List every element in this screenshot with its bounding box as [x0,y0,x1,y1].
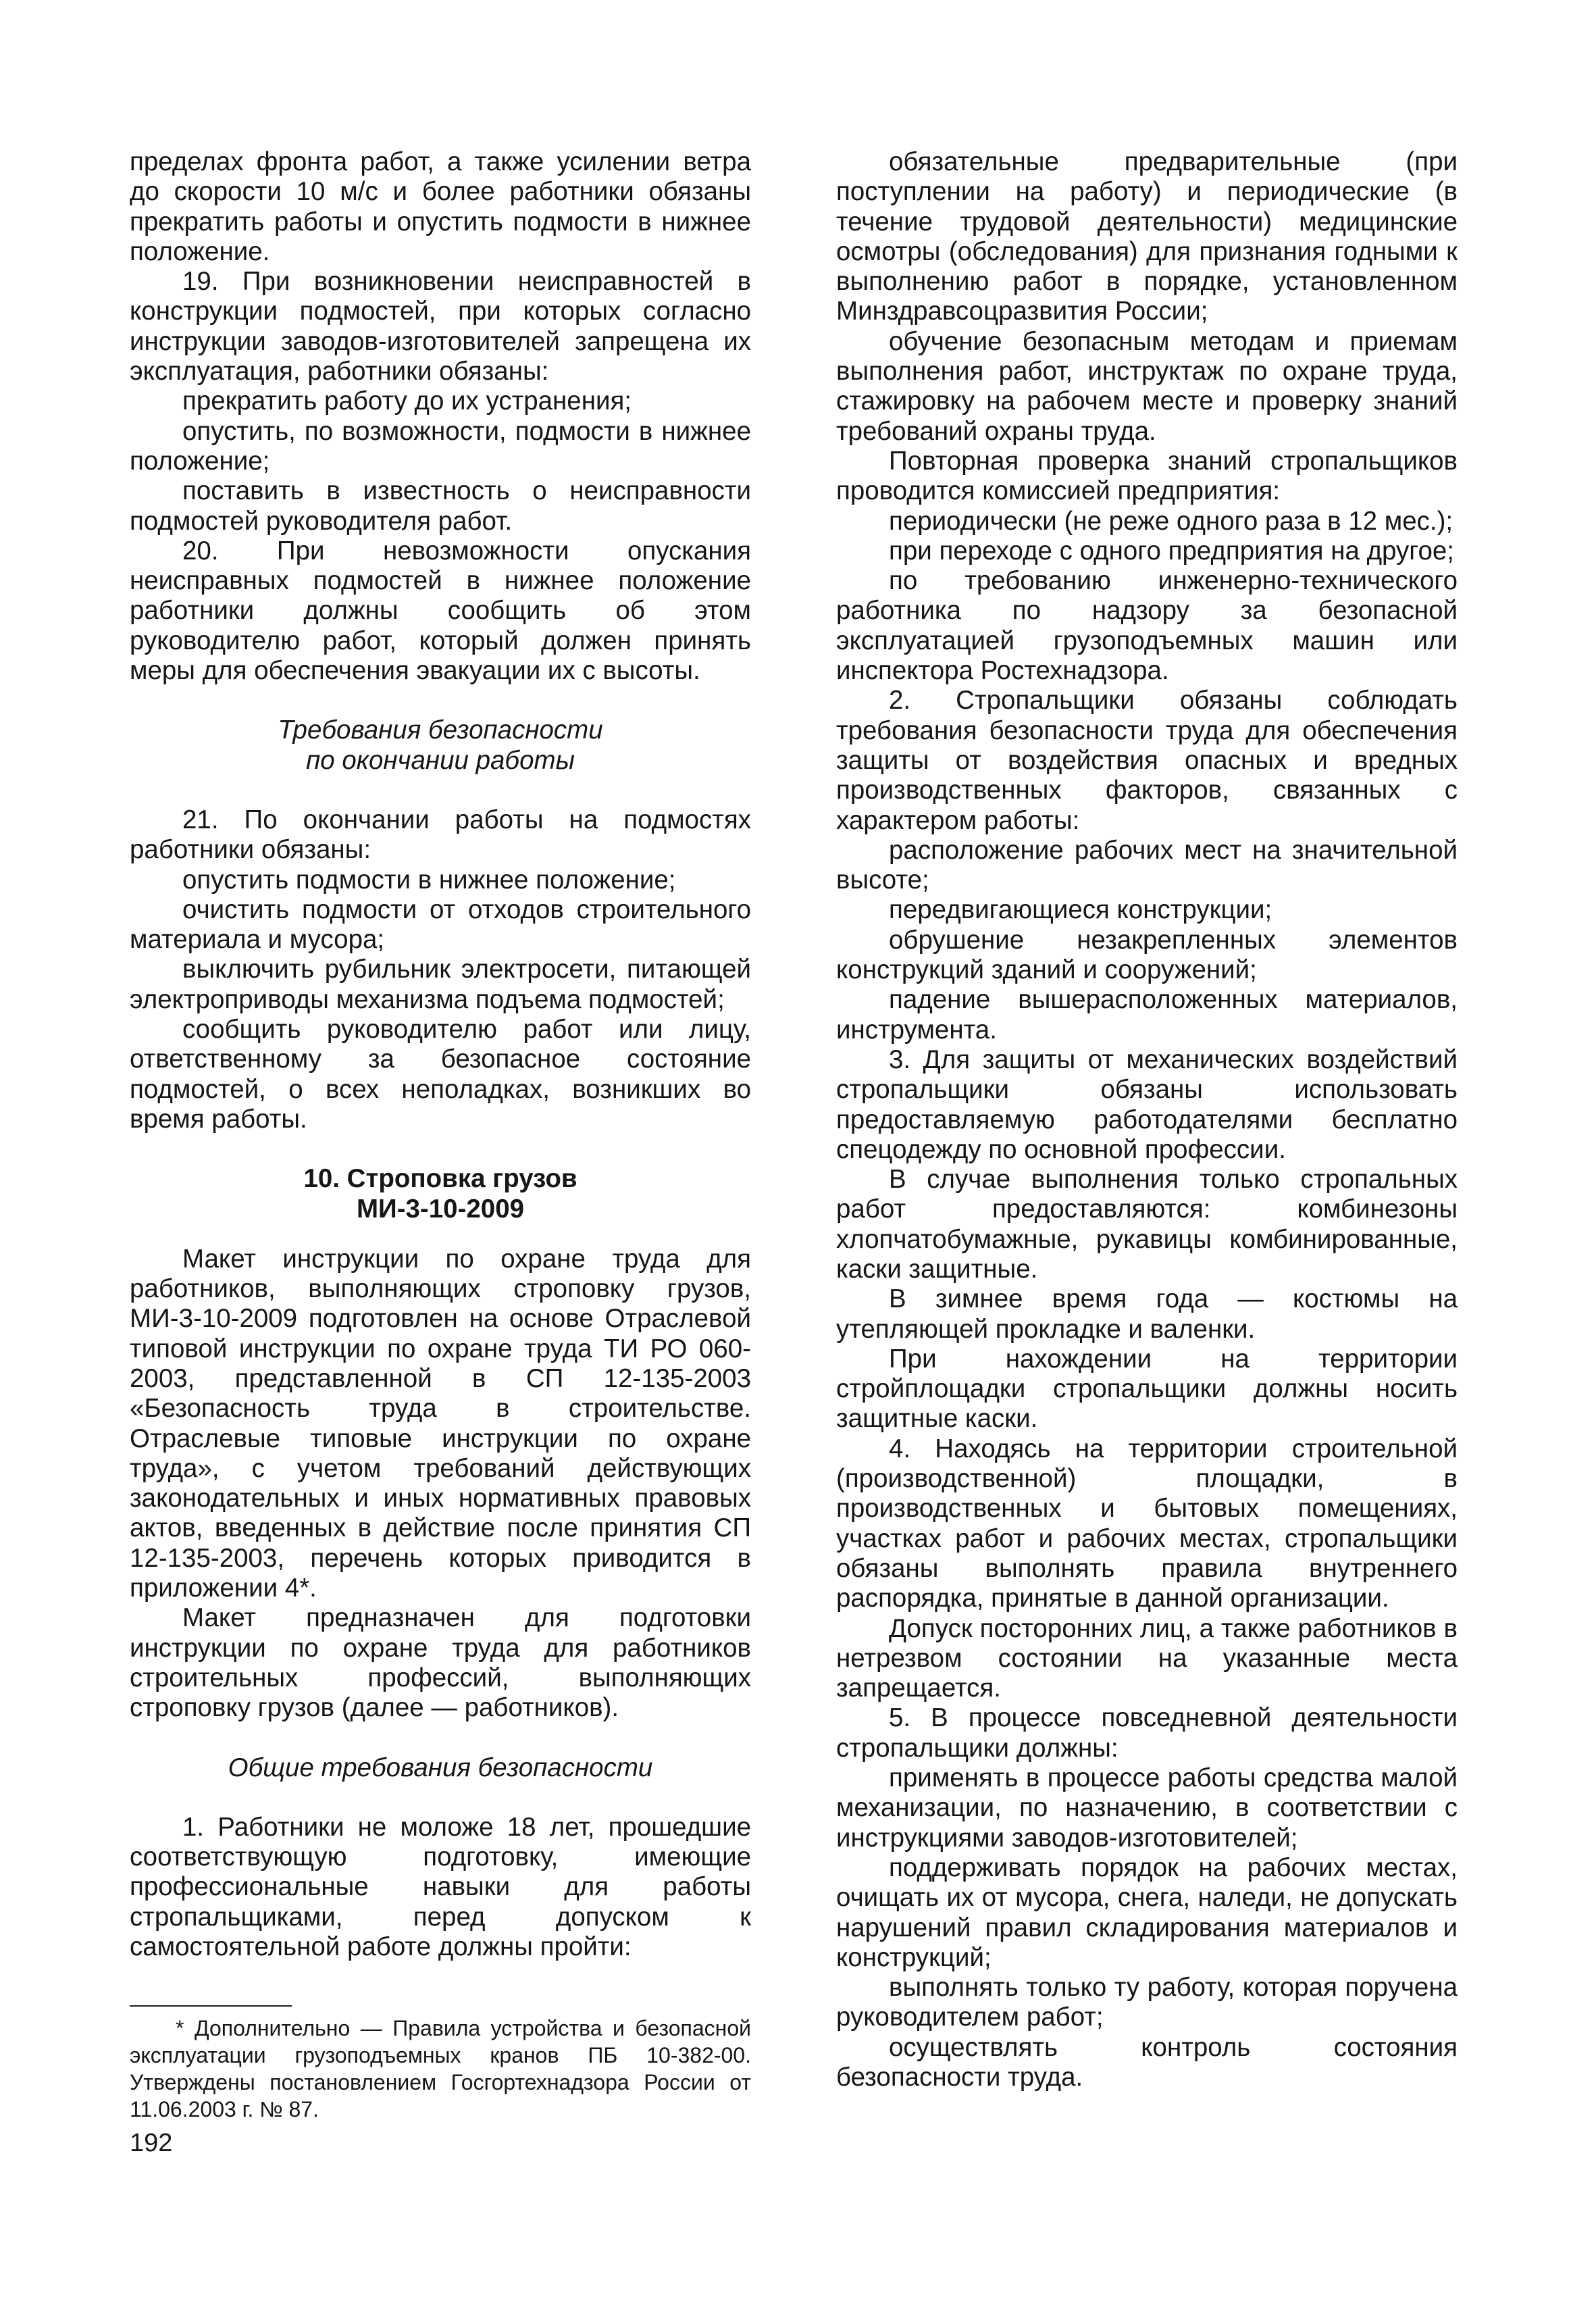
list-item: поддерживать порядок на рабочих местах, очищать их от мусора, снега, наледи, не допускать нарушений правил складирования материалов и конструкций; [836,1853,1458,1972]
paragraph: При нахождении на территории стройплощадки стропальщики должны носить защитные каски. [836,1344,1458,1434]
paragraph: Макет инструкции по охране труда для работников, выполняющих строповку грузов, МИ-3-10-2009 подготовлен на основе Отраслевой типовой инструкции по охране труда ТИ РО 060-2003, представленной в СП 12-135-2003 «Безопасность труда в строительстве. Отраслевые типовые инструкции по охране труда», с учетом требований действующих законодательных и иных нормативных правовых актов, введенных в действие после принятия СП 12-135-2003, перечень которых приводится в приложении 4*. [130,1244,751,1603]
chapter-title [130,1134,751,1244]
paragraph-item-20: 20. При невозможности опускания неисправных подмостей в нижнее положение работники должны сообщить об этом руководителю работ, который должен принять меры для обеспечения эвакуации их с высоты. [130,536,751,686]
list-item: осуществлять контроль состояния безопасности труда. [836,2032,1458,2092]
list-item: поставить в известность о неисправности подмостей руководителя работ. [130,476,751,536]
chapter-title-line: МИ-3-10-2009 [356,1194,525,1224]
paragraph: Макет предназначен для подготовки инструкции по охране труда для работников строительных профессий, выполняющих строповку грузов (далее — работников). [130,1603,751,1723]
list-item: опустить подмости в нижнее положение; [182,865,676,895]
paragraph-item-19: 19. При возникновении неисправностей в конструкции подмостей, при которых согласно инструкции заводов-изготовителей запрещена их эксплуатация, работники обязаны: [130,267,751,386]
paragraph-item-1: 1. Работники не моложе 18 лет, прошедшие соответствующую подготовку, имеющие профессиональные навыки для работы стропальщиками, перед допуском к самостоятельной работе должны пройти: [130,1812,751,1962]
right-column [836,147,1458,2092]
paragraph-item-21: 21. По окончании работы на подмостях работники обязаны: [130,805,751,865]
section-title-line: Общие требования безопасности [228,1753,653,1782]
section-title-line: по окончании работы [306,745,575,775]
section-title-general [130,1724,751,1813]
section-title-line: Требования безопасности [278,715,603,745]
section-title-end-of-work [130,686,751,805]
list-item: выключить рубильник электросети, питающей электроприводы механизма подъема подмостей; [130,955,751,1014]
footnote: * Дополнительно — Правила устройства и безопасной эксплуатации грузоподъемных кранов ПБ 10-382-00. Утверждены постановлением Госгортехнадзора России от 11.06.2003 г. № 87. [130,2016,751,2121]
list-item: обрушение незакрепленных элементов конструкций зданий и сооружений; [836,925,1458,985]
list-item: очистить подмости от отходов строительного материала и мусора; [130,895,751,955]
list-item: передвигающиеся конструкции; [889,895,1272,925]
list-item: выполнять только ту работу, которая поручена руководителем работ; [836,1973,1458,2032]
list-item: падение вышерасположенных материалов, инструмента. [836,985,1458,1045]
list-item: обязательные предварительные (при поступлении на работу) и периодические (в течение трудовой деятельности) медицинские осмотры (обследования) для признания годными к выполнению работ в порядке, установленном Минздравсоцразвития России; [836,147,1458,326]
list-item: прекратить работу до их устранения; [182,386,632,416]
list-item: обучение безопасным методам и приемам выполнения работ, инструктаж по охране труда, стажировку на рабочем месте и проверку знаний требований охраны труда. [836,326,1458,446]
paragraph-item-4: 4. Находясь на территории строительной (производственной) площадки, в производственных и бытовых помещениях, участках работ и рабочих местах, стропальщики обязаны выполнять правила внутреннего распорядка, принятые в данной организации. [836,1434,1458,1613]
list-item: периодически (не реже одного раза в 12 мес.); [889,506,1453,536]
list-item: при переходе с одного предприятия на другое; [889,536,1454,565]
paragraph-item-5: 5. В процессе повседневной деятельности стропальщики должны: [836,1703,1458,1763]
paragraph: пределах фронта работ, а также усилении ветра до скорости 10 м/с и более работники обязаны прекратить работы и опустить подмости в нижнее положение. [130,147,751,266]
paragraph-item-3: 3. Для защиты от механических воздействий стропальщики обязаны использовать предоставляемую работодателями бесплатно спецодежду по основной профессии. [836,1045,1458,1164]
list-item: по требованию инженерно-технического работника по надзору за безопасной эксплуатацией грузоподъемных машин или инспектора Ростехнадзора. [836,566,1458,686]
list-item: расположение рабочих мест на значительной высоте; [836,835,1458,895]
list-item: опустить, по возможности, подмости в нижнее положение; [130,416,751,476]
paragraph: В зимнее время года — костюмы на утепляющей прокладке и валенки. [836,1284,1458,1344]
paragraph-item-2: 2. Стропальщики обязаны соблюдать требования безопасности труда для обеспечения защиты от воздействия опасных и вредных производственных факторов, связанных с характером работы: [836,686,1458,835]
footnote-divider [130,2005,292,2007]
chapter-title-line: 10. Строповка грузов [303,1164,577,1194]
page-number: 192 [130,2129,173,2157]
paragraph: Допуск посторонних лиц, а также работников в нетрезвом состоянии на указанные места запрещается. [836,1613,1458,1703]
list-item: сообщить руководителю работ или лицу, ответственному за безопасное состояние подмостей, о всех неполадках, возникших во время работы. [130,1015,751,1134]
paragraph: Повторная проверка знаний стропальщиков проводится комиссией предприятия: [836,446,1458,506]
left-column [130,147,751,1962]
paragraph: В случае выполнения только стропальных работ предоставляются: комбинезоны хлопчатобумажные, рукавицы комбинированные, каски защитные. [836,1165,1458,1284]
list-item: применять в процессе работы средства малой механизации, по назначению, в соответствии с инструкциями заводов-изготовителей; [836,1763,1458,1853]
